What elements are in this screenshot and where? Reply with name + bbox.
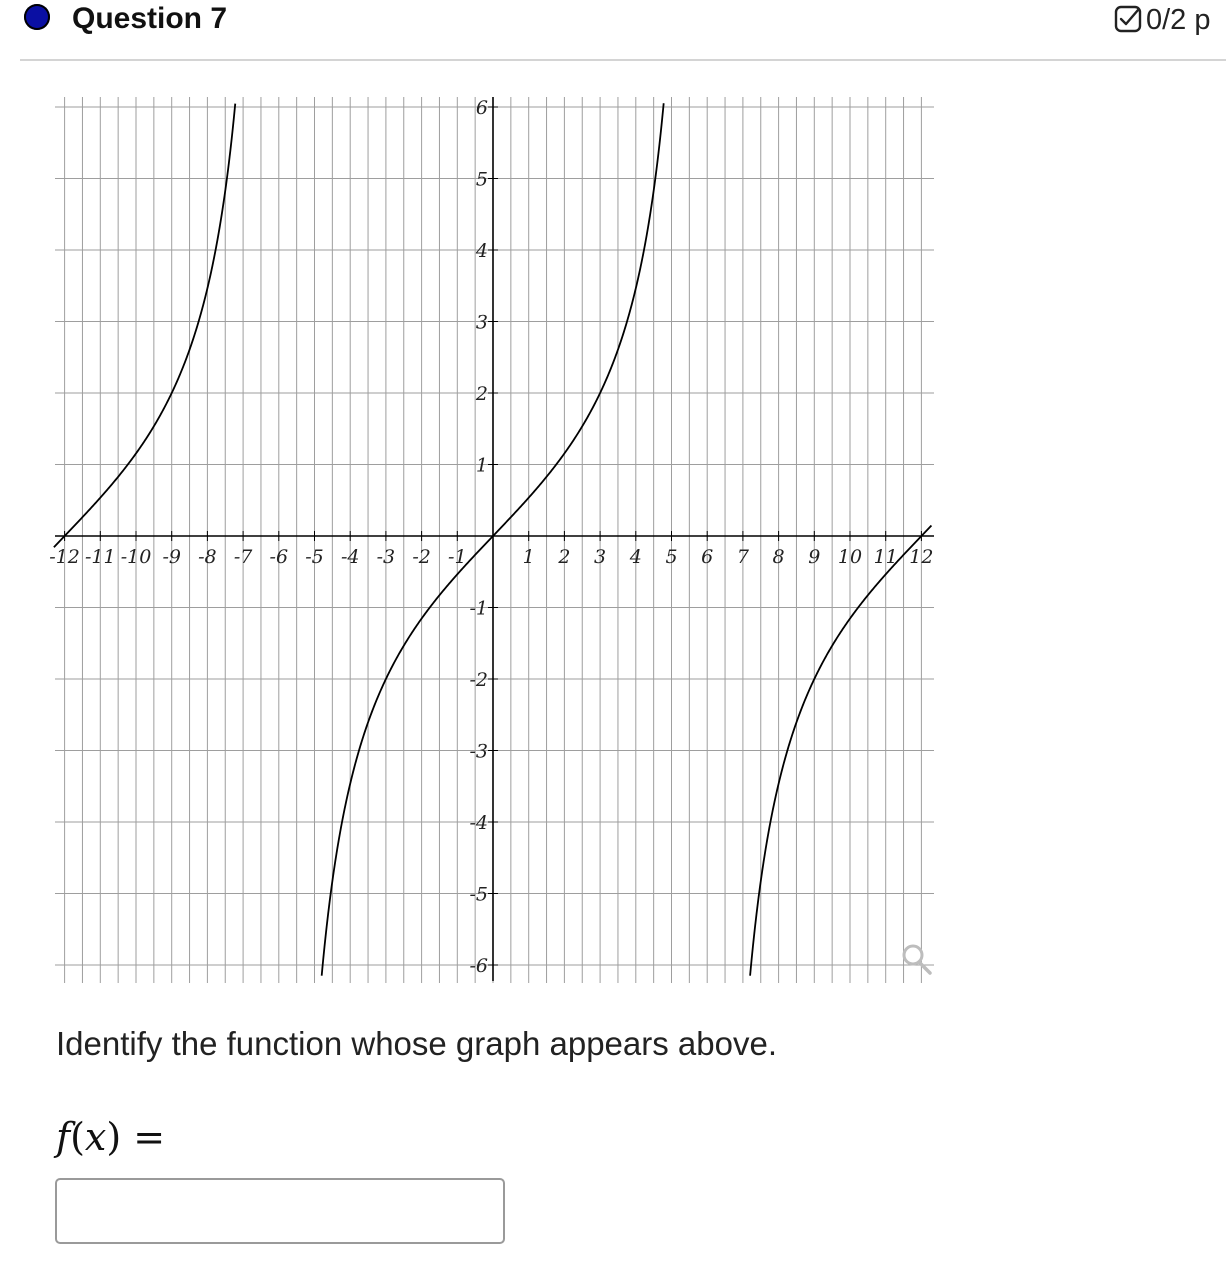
x-tick-label: 7 (736, 546, 749, 568)
magnifier-icon[interactable] (904, 946, 930, 973)
x-tick-label: 12 (909, 546, 934, 568)
x-tick-label: 5 (665, 546, 678, 568)
function-variable: x (84, 1115, 107, 1159)
y-tick-label: -6 (469, 955, 488, 977)
x-tick-label: -1 (448, 546, 467, 568)
x-tick-label: -6 (269, 546, 289, 568)
header-divider (20, 59, 1226, 61)
y-tick-label: -5 (469, 883, 488, 906)
y-tick-label: 2 (475, 383, 488, 405)
y-tick-label: 4 (475, 240, 488, 262)
grid-lines (55, 97, 934, 983)
x-tick-label: 1 (522, 546, 535, 568)
y-tick-label: -4 (469, 812, 488, 834)
curve-branch (54, 104, 235, 548)
y-tick-label: -2 (469, 669, 488, 691)
x-tick-label: -11 (84, 546, 116, 568)
y-tick-label: 1 (475, 454, 488, 477)
x-tick-label: 8 (772, 546, 785, 568)
question-status-dot (24, 4, 50, 30)
checkbox-check-icon (1114, 5, 1142, 33)
x-tick-label: 4 (629, 546, 642, 568)
x-tick-label: -8 (198, 546, 217, 568)
function-name: f (56, 1115, 71, 1159)
x-tick-label: 10 (837, 546, 863, 568)
y-tick-label: -3 (469, 740, 488, 763)
x-tick-label: 9 (808, 546, 821, 568)
points-text: 0/2 p (1146, 4, 1211, 36)
question-title: Question 7 (72, 2, 228, 35)
x-tick-label: -4 (340, 546, 360, 568)
function-graph (50, 95, 940, 990)
question-prompt: Identify the function whose graph appears above. (56, 1025, 777, 1062)
points-indicator (1114, 3, 1211, 37)
answer-input[interactable] (55, 1178, 505, 1244)
answer-label (56, 1112, 165, 1162)
y-tick-label: 3 (475, 311, 488, 334)
x-tick-label: -12 (50, 546, 80, 568)
x-tick-label: 2 (558, 546, 571, 568)
x-tick-label: 11 (873, 546, 898, 568)
x-tick-label: -10 (120, 546, 152, 568)
equals-sign: = (133, 1115, 166, 1159)
x-tick-label: 3 (594, 546, 607, 568)
graph-svg (50, 95, 940, 985)
x-tick-label: -3 (376, 546, 396, 568)
axes (55, 97, 934, 981)
x-tick-label: -2 (412, 546, 431, 568)
question-header (0, 0, 1226, 60)
y-tick-label: 5 (475, 168, 488, 191)
x-tick-label: -5 (305, 546, 324, 568)
x-tick-label: -7 (233, 546, 253, 568)
x-tick-label: -9 (162, 546, 181, 568)
y-tick-label: 6 (475, 97, 488, 119)
paren-open: ( (70, 1115, 85, 1159)
y-tick-label: -1 (469, 597, 488, 620)
paren-close: ) (106, 1115, 122, 1159)
x-tick-label: 6 (701, 546, 714, 568)
